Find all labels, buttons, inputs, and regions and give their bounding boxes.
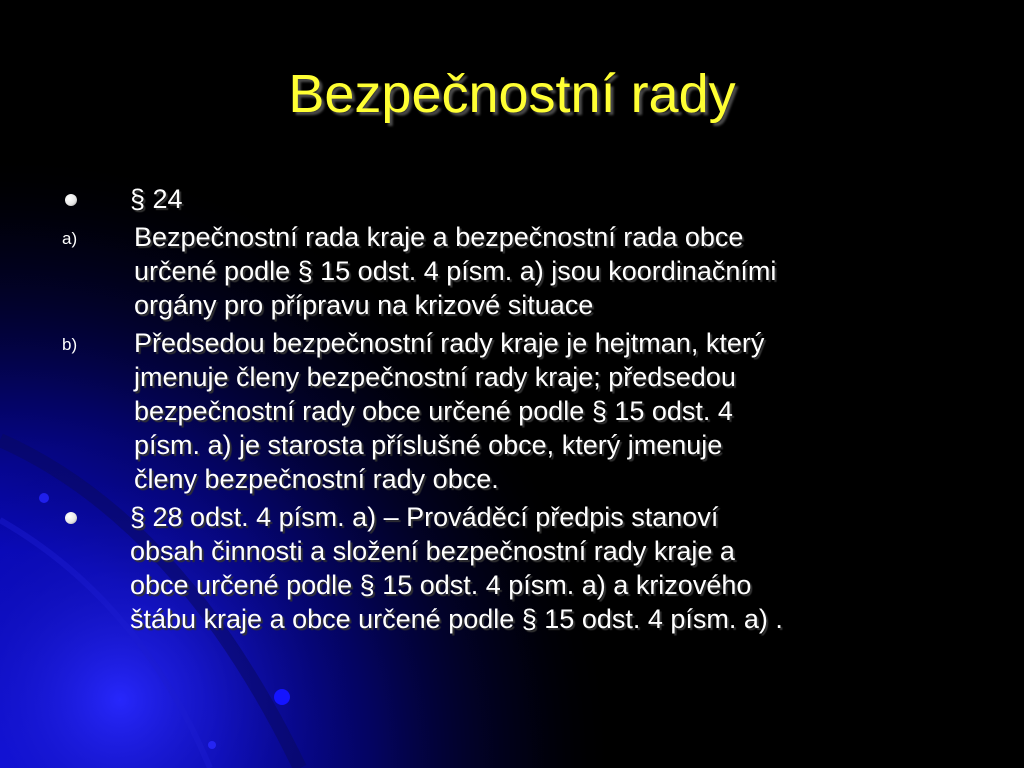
list-marker-label: b): [62, 335, 78, 354]
text-line: jmenuje členy bezpečnostní rady kraje; předsedou: [134, 362, 736, 392]
list-item-text: [134, 326, 978, 496]
text-line: členy bezpečnostní rady obce.: [134, 464, 499, 494]
text-line: Bezpečnostní rada kraje a bezpečnostní rada obce: [134, 222, 744, 252]
list-item: [58, 326, 978, 496]
text-line: Předsedou bezpečnostní rady kraje je hejtman, který: [134, 328, 765, 358]
text-line: orgány pro přípravu na krizové situace: [134, 290, 594, 320]
background-dot: [274, 689, 290, 705]
text-line: bezpečnostní rady obce určené podle § 15 odst. 4: [134, 396, 733, 426]
text-line: štábu kraje a obce určené podle § 15 odst. 4 písm. a) .: [130, 604, 783, 634]
background-dot: [208, 741, 216, 749]
background-dot: [39, 493, 49, 503]
text-line: obce určené podle § 15 odst. 4 písm. a) a krizového: [130, 570, 752, 600]
list-item: [58, 500, 978, 636]
list-item: [58, 220, 978, 322]
text-line: § 28 odst. 4 písm. a) – Prováděcí předpis stanoví: [130, 502, 719, 532]
list-marker: [58, 326, 134, 360]
list-item: [58, 182, 978, 216]
list-item-text: [130, 500, 978, 636]
text-line: určené podle § 15 odst. 4 písm. a) jsou koordinačními: [134, 256, 777, 286]
list-item-text: [134, 220, 978, 322]
text-line: § 24: [130, 184, 183, 214]
list-item-text: [130, 182, 978, 216]
slide-content: [58, 182, 978, 640]
list-marker: [58, 220, 134, 254]
text-line: písm. a) je starosta příslušné obce, který jmenuje: [134, 430, 723, 460]
slide-title: Bezpečnostní rady: [288, 64, 736, 124]
text-line: obsah činnosti a složení bezpečnostní rady kraje a: [130, 536, 735, 566]
list-marker-label: a): [62, 229, 78, 248]
